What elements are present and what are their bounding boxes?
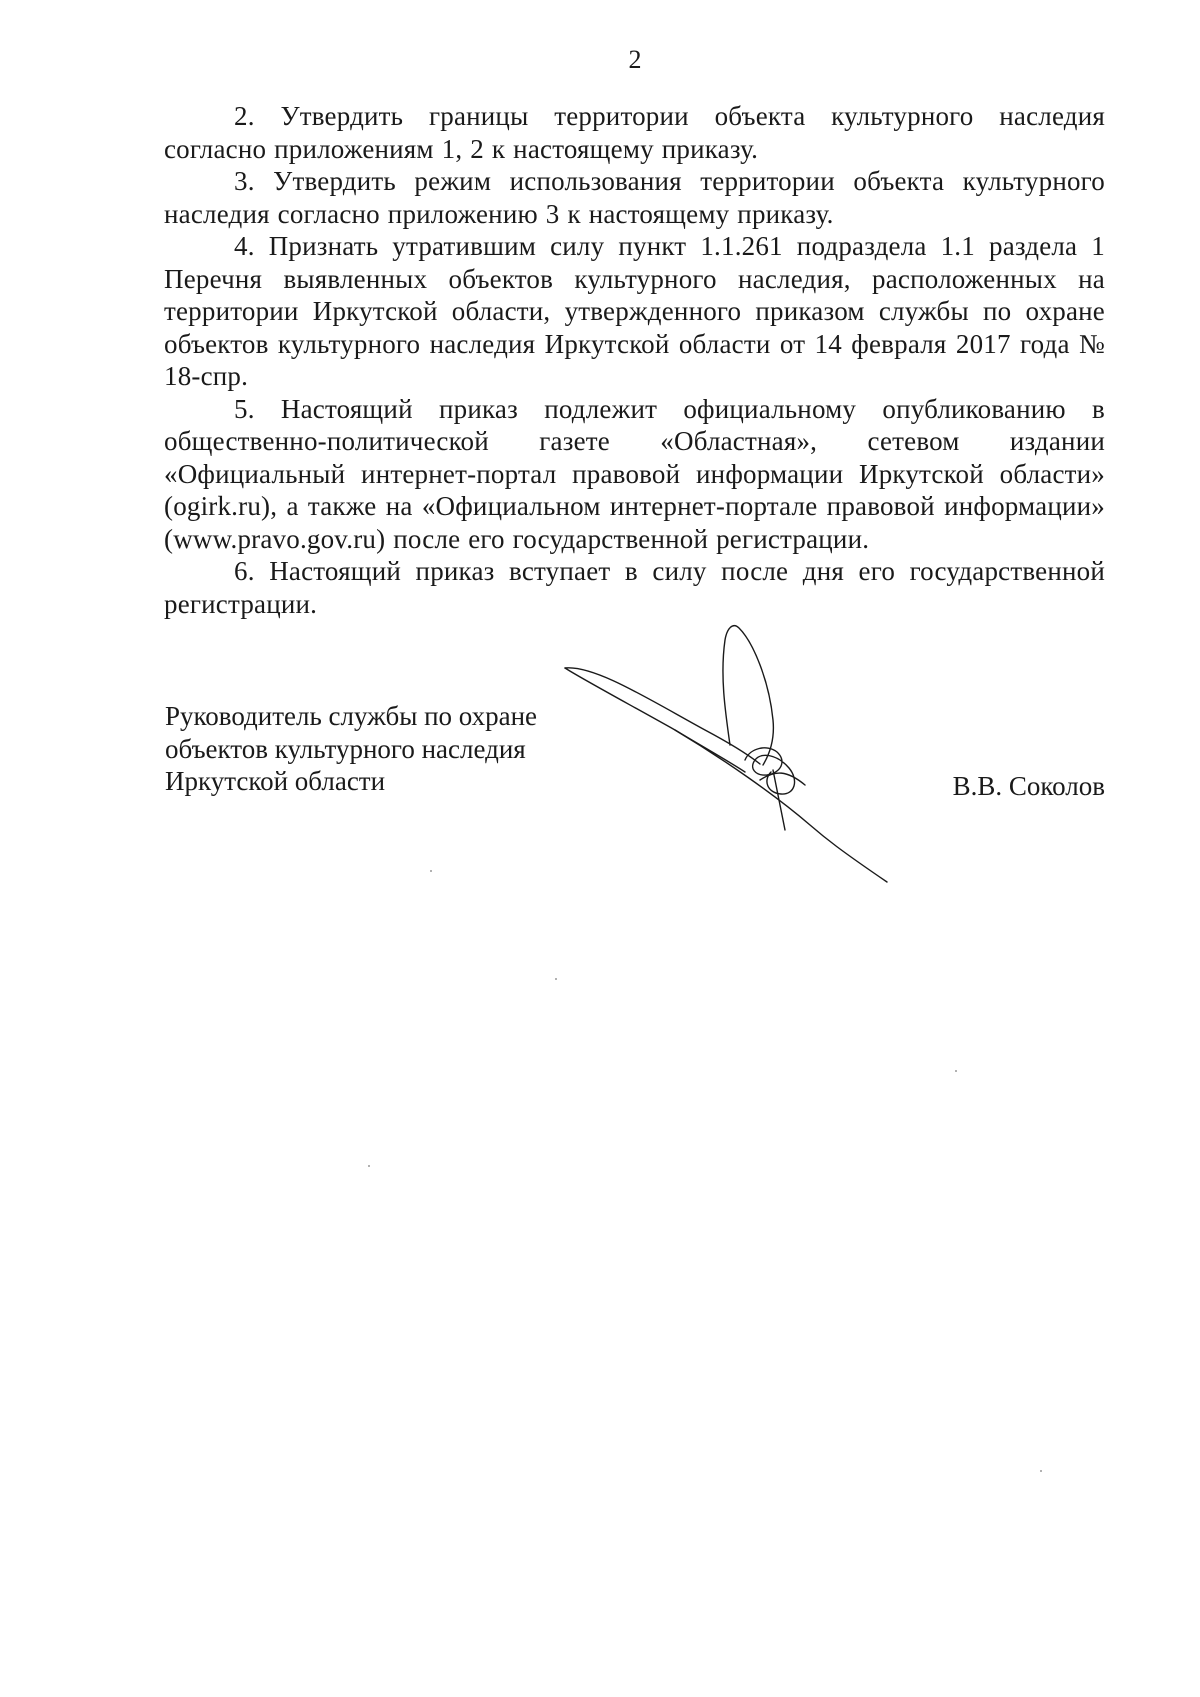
scan-speck bbox=[1040, 1470, 1042, 1472]
paragraph-6: 6. Настоящий приказ вступает в силу после дня его государственной регистрации. bbox=[164, 556, 1105, 619]
signer-position-line-2: объектов культурного наследия bbox=[165, 733, 526, 764]
scan-speck bbox=[430, 870, 432, 872]
paragraph-2: 2. Утвердить границы территории объекта культурного наследия согласно приложениям 1, 2 к настоящему приказу. bbox=[164, 101, 1105, 164]
signer-name: В.В. Соколов bbox=[952, 771, 1105, 801]
signer-position-line-3: Иркутской области bbox=[165, 766, 386, 796]
document-body bbox=[164, 100, 1105, 620]
signer-position-line-1: Руководитель службы по охране bbox=[165, 701, 538, 731]
page-number: 2 bbox=[628, 45, 642, 74]
paragraph-3: 3. Утвердить режим использования территории объекта культурного наследия согласно приложению 3 к настоящему приказу. bbox=[164, 166, 1105, 229]
scan-speck bbox=[955, 1070, 957, 1072]
paragraph-5: 5. Настоящий приказ подлежит официальному опубликованию в общественно-политической газете «Областная», сетевом издании «Официальный интернет-портал правовой информации Иркутской области» (ogirk.ru), а также на «Официальном интернет-портале правовой информации» (www.pravo.gov.ru) после его государственной регистрации. bbox=[164, 393, 1105, 554]
scan-speck bbox=[368, 1165, 370, 1167]
paragraph-4: 4. Признать утратившим силу пункт 1.1.261 подраздела 1.1 раздела 1 Перечня выявленных объектов культурного наследия, расположенных на территории Иркутской области, утвержденного приказом службы по охране объектов культурного наследия Иркутской области от 14 февраля 2017 года № 18-спр. bbox=[164, 231, 1105, 391]
scan-speck bbox=[555, 978, 557, 980]
handwritten-signature bbox=[555, 620, 895, 890]
